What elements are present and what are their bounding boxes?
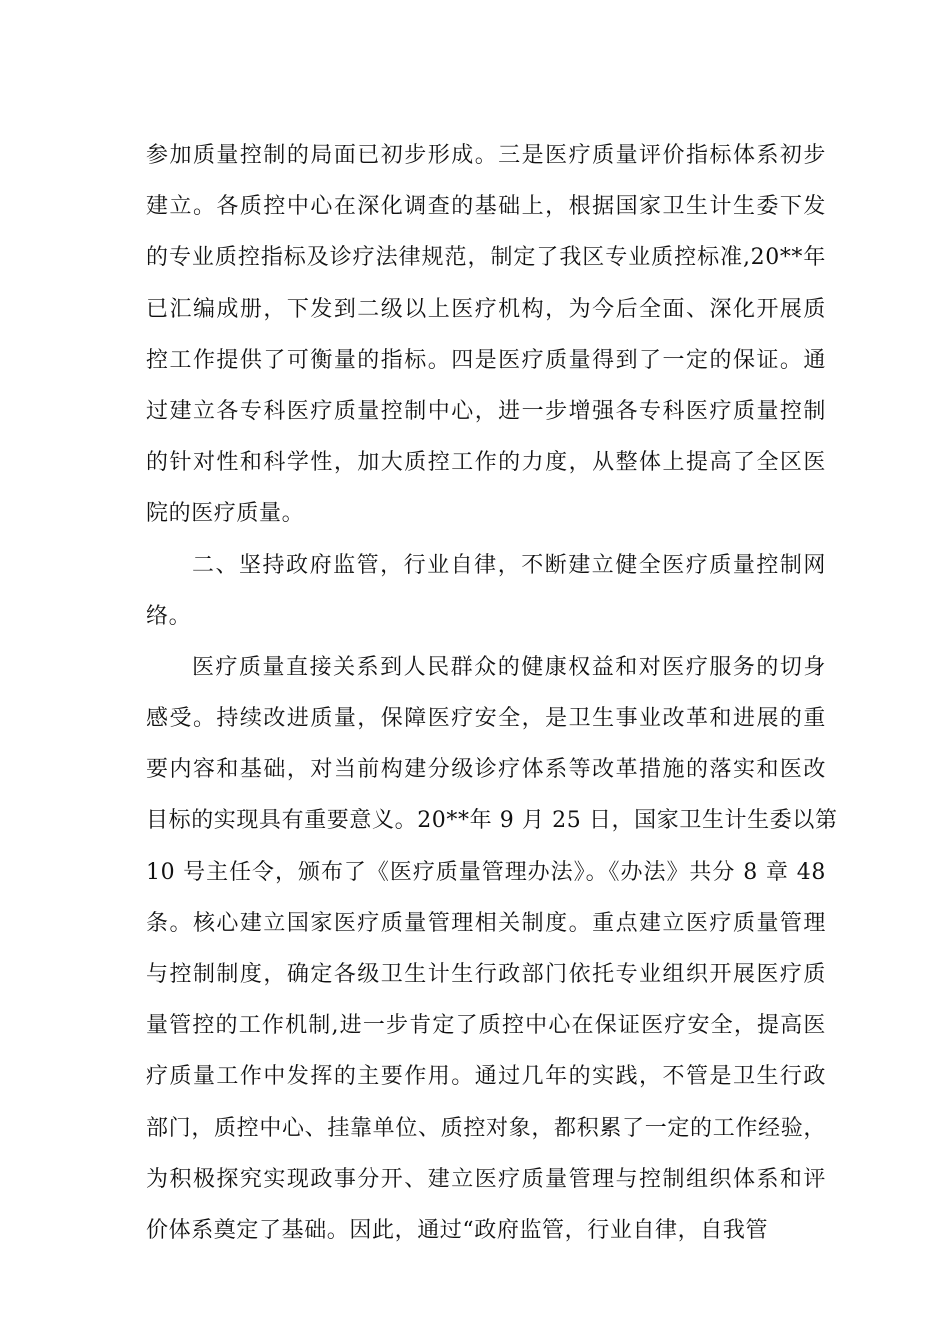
text-line: 过建立各专科医疗质量控制中心，进一步增强各专科医疗质量控制 [146, 398, 826, 424]
text-line: 条。核心建立国家医疗质量管理相关制度。重点建立医疗质量管理 [146, 910, 826, 936]
paragraph [146, 130, 826, 540]
text-line: 院的医疗质量。 [146, 501, 305, 527]
text-line: 部门，质控中心、挂靠单位、质控对象，都积累了一定的工作经验， [146, 1115, 826, 1141]
text-line: 与控制制度，确定各级卫生计生行政部门依托专业组织开展医疗质 [146, 962, 826, 987]
text-line: 建立。各质控中心在深化调查的基础上，根据国家卫生计生委下发 [146, 194, 826, 220]
text-line: 10 号主任令，颁布了《医疗质量管理办法》。《办法》共分 8 章 48 [146, 859, 826, 885]
paragraph [146, 642, 838, 1256]
text-line: 疗质量工作中发挥的主要作用。通过几年的实践，不管是卫生行政 [146, 1064, 826, 1090]
document-body [146, 130, 838, 1256]
text-line: 的专业质控指标及诊疗法律规范，制定了我区专业质控标准,20**年 [146, 245, 826, 271]
text-line: 医疗质量直接关系到人民群众的健康权益和对医疗服务的切身 [192, 654, 826, 680]
text-line: 已汇编成册，下发到二级以上医疗机构，为今后全面、深化开展质 [146, 296, 826, 322]
text-line: 的针对性和科学性，加大质控工作的力度，从整体上提高了全区医 [146, 450, 826, 476]
paragraph [146, 540, 826, 642]
text-line: 量管控的工作机制,进一步肯定了质控中心在保证医疗安全，提高医 [146, 1013, 826, 1039]
text-line: 要内容和基础，对当前构建分级诊疗体系等改革措施的落实和医改 [146, 757, 826, 783]
text-line: 感受。持续改进质量，保障医疗安全，是卫生事业改革和进展的重 [146, 706, 826, 732]
text-line: 目标的实现具有重要意义。20**年 9 月 25 日，国家卫生计生委以第 [146, 808, 838, 834]
text-line: 络。 [146, 603, 192, 629]
text-line: 控工作提供了可衡量的指标。四是医疗质量得到了一定的保证。通 [146, 347, 826, 373]
text-line: 二、坚持政府监管，行业自律，不断建立健全医疗质量控制网 [192, 552, 826, 578]
text-line: 参加质量控制的局面已初步形成。三是医疗质量评价指标体系初步 [146, 143, 826, 168]
text-line: 为积极探究实现政事分开、建立医疗质量管理与控制组织体系和评 [146, 1166, 826, 1192]
text-line: 价体系奠定了基础。因此，通过“政府监管，行业自律，自我管 [146, 1217, 769, 1243]
